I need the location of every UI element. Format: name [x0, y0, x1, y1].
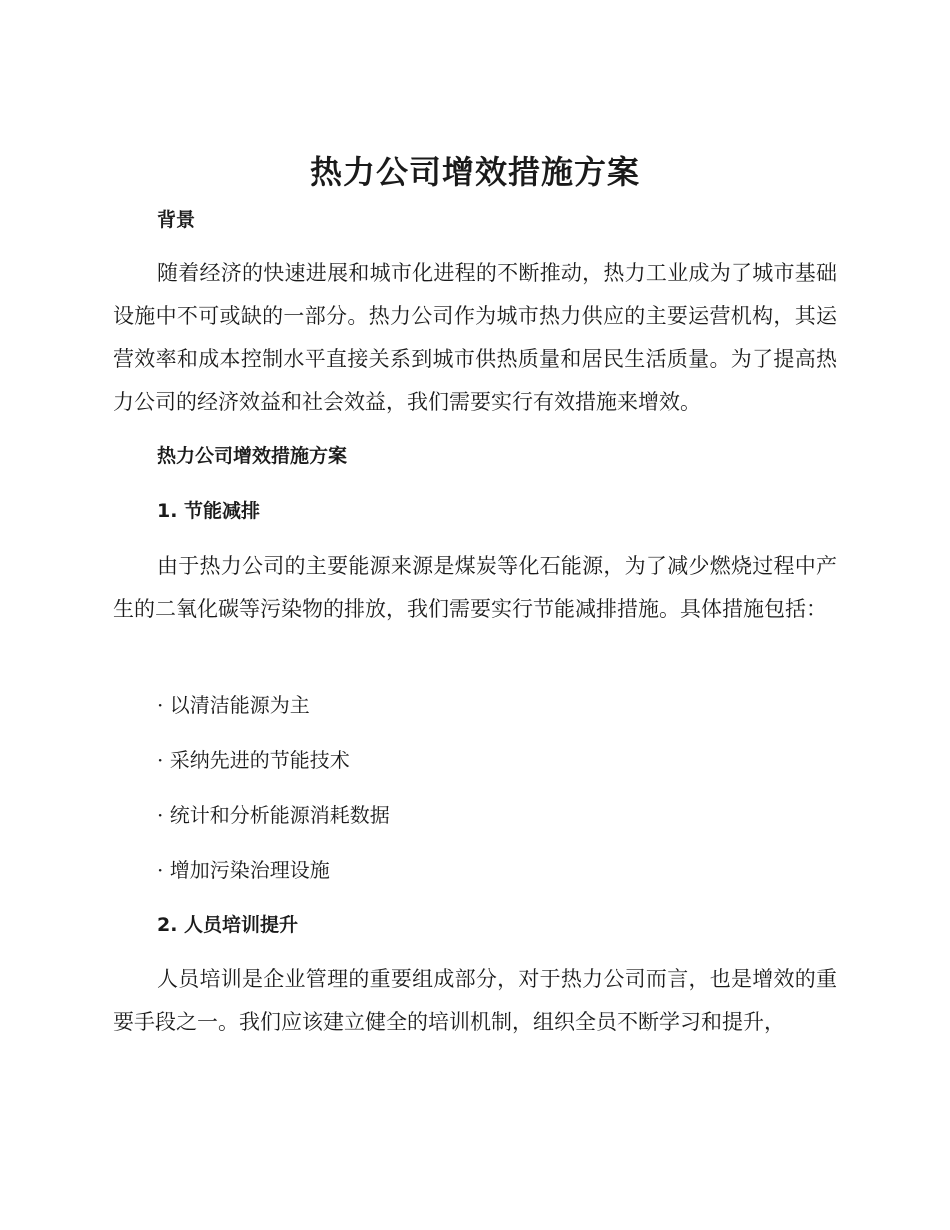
paragraph-background: 随着经济的快速进展和城市化进程的不断推动，热力工业成为了城市基础设施中不可或缺的一部分。热力公司作为城市热力供应的主要运营机构，其运营效率和成本控制水平直接关系到城市供热质量和居民生活质量。为了提高热力公司的经济效益和社会效益，我们需要实行有效措施来增效。 — [113, 261, 837, 414]
document-title: 热力公司增效措施方案 — [309, 153, 640, 191]
section-heading-plan: 热力公司增效措施方案 — [157, 445, 348, 467]
section-heading-training: 2. 人员培训提升 — [157, 914, 299, 936]
bullet-item: · 统计和分析能源消耗数据 — [157, 803, 390, 827]
section-heading-background: 背景 — [157, 209, 196, 231]
bullet-item: · 增加污染治理设施 — [157, 858, 330, 882]
paragraph-energy-saving: 由于热力公司的主要能源来源是煤炭等化石能源，为了减少燃烧过程中产生的二氧化碳等污染物的排放，我们需要实行节能减排措施。具体措施包括： — [113, 554, 837, 621]
bullet-item: · 采纳先进的节能技术 — [157, 748, 350, 772]
paragraph-training: 人员培训是企业管理的重要组成部分，对于热力公司而言，也是增效的重要手段之一。我们应该建立健全的培训机制，组织全员不断学习和提升， — [113, 967, 837, 1034]
bullet-item: · 以清洁能源为主 — [157, 693, 310, 717]
section-heading-energy-saving: 1. 节能减排 — [157, 500, 261, 522]
